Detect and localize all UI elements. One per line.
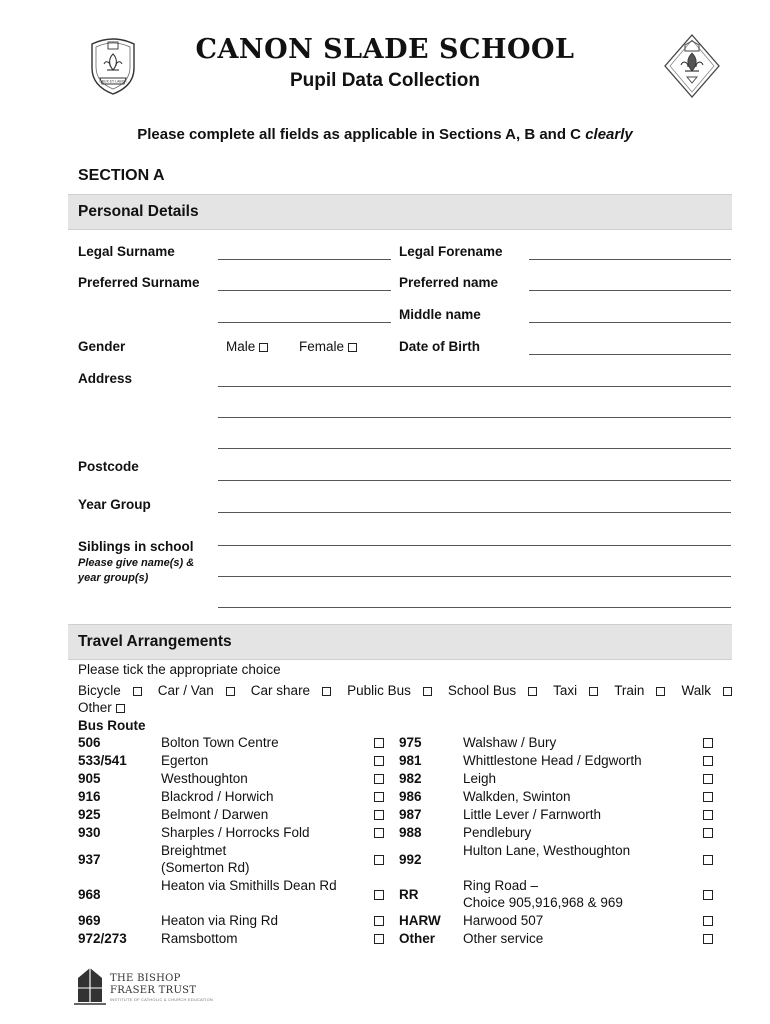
bus-route-number: 930	[78, 825, 101, 840]
bus-route-checkbox-925[interactable]	[374, 810, 384, 820]
footer-trust-line-1: THE BISHOP	[110, 973, 181, 984]
siblings-note-line-1: Please give name(s) &	[78, 557, 195, 569]
form-title: Pupil Data Collection	[289, 70, 481, 91]
personal-details-title: Personal Details	[78, 203, 199, 220]
bus-route-checkbox-982[interactable]	[703, 774, 713, 784]
form-instructions	[0, 126, 770, 143]
date-of-birth-field[interactable]	[529, 354, 731, 355]
bus-route-name: Egerton	[161, 753, 209, 768]
postcode-field[interactable]	[218, 480, 731, 481]
bus-route-name: Walshaw / Bury	[463, 735, 557, 750]
bus-route-name: Ring Road –	[463, 878, 539, 893]
travel-arrangements-header	[68, 624, 732, 660]
address-line-1[interactable]	[218, 386, 731, 387]
travel-option-label: Car share	[250, 683, 311, 698]
travel-option-bicycle[interactable]	[78, 683, 150, 698]
legal-surname-field[interactable]	[218, 259, 391, 260]
siblings-line-2[interactable]	[218, 576, 731, 577]
middle-name-field[interactable]	[529, 322, 731, 323]
preferred-surname-label: Preferred Surname	[78, 275, 200, 290]
travel-option-label: School Bus	[447, 683, 517, 698]
bus-route-name: Little Lever / Farnworth	[463, 807, 602, 822]
siblings-label: Siblings in school	[78, 539, 194, 554]
bus-route-name: Heaton via Smithills Dean Rd	[161, 878, 337, 893]
travel-option-label: Train	[614, 683, 645, 698]
bus-route-name: Pendlebury	[463, 825, 532, 840]
travel-option-taxi[interactable]	[553, 683, 606, 698]
bus-route-number: HARW	[399, 913, 441, 928]
bus-route-name: Belmont / Darwen	[161, 807, 269, 822]
bus-route-number: Other	[399, 931, 436, 946]
male-label: Male	[226, 339, 256, 354]
bus-route-name: Heaton via Ring Rd	[161, 913, 279, 928]
bus-route-number: 975	[399, 735, 422, 750]
travel-option-label: Taxi	[553, 683, 578, 698]
travel-option-school-bus[interactable]	[448, 683, 545, 698]
bus-route-checkbox-987[interactable]	[703, 810, 713, 820]
bus-route-checkbox-506[interactable]	[374, 738, 384, 748]
travel-option-other[interactable]	[78, 700, 125, 715]
bus-route-number: 972/273	[78, 931, 127, 946]
legal-surname-label: Legal Surname	[78, 244, 175, 259]
bus-route-checkbox-916[interactable]	[374, 792, 384, 802]
siblings-note	[78, 556, 194, 586]
male-checkbox[interactable]	[259, 343, 268, 352]
travel-option-checkbox[interactable]	[528, 687, 537, 696]
instructions-text: Please complete all fields as applicable in Sections A, B and C	[137, 126, 582, 143]
bus-route-number: 987	[399, 807, 422, 822]
personal-details-header	[68, 194, 732, 230]
address-label: Address	[78, 371, 133, 386]
preferred-name-field[interactable]	[529, 290, 731, 291]
middle-name-label: Middle name	[399, 307, 481, 322]
year-group-field[interactable]	[218, 512, 731, 513]
bus-route-name: Sharples / Horrocks Fold	[161, 825, 310, 840]
bus-route-number: 937	[78, 852, 101, 867]
bus-route-number: RR	[399, 887, 419, 902]
travel-arrangements-title: Travel Arrangements	[78, 633, 232, 650]
travel-option-label: Car / Van	[157, 683, 214, 698]
travel-option-other-checkbox[interactable]	[116, 704, 125, 713]
bus-route-name-line-2: (Somerton Rd)	[161, 860, 250, 875]
bus-route-checkbox-988[interactable]	[703, 828, 713, 838]
travel-option-checkbox[interactable]	[589, 687, 598, 696]
footer-trust-tagline: INSTITUTE OF CATHOLIC & CHURCH EDUCATION	[110, 997, 213, 1002]
bus-route-name: Whittlestone Head / Edgworth	[463, 753, 642, 768]
postcode-label: Postcode	[78, 459, 139, 474]
bus-route-name: Harwood 507	[463, 913, 544, 928]
gender-male-option[interactable]	[226, 339, 268, 354]
preferred-surname-field[interactable]	[218, 290, 391, 291]
bus-route-number: 969	[78, 913, 101, 928]
bus-route-checkbox-972-273[interactable]	[374, 934, 384, 944]
travel-option-checkbox[interactable]	[226, 687, 235, 696]
bus-route-number: 968	[78, 887, 101, 902]
footer-trust-name	[110, 973, 196, 997]
bus-route-name: Hulton Lane, Westhoughton	[463, 843, 631, 858]
gender-label: Gender	[78, 339, 126, 354]
travel-instruction: Please tick the appropriate choice	[78, 662, 281, 677]
instructions-emphasis: clearly	[585, 126, 633, 143]
bus-route-number: 533/541	[78, 753, 127, 768]
travel-option-label: Bicycle	[78, 683, 121, 698]
bus-route-name: Ramsbottom	[161, 931, 238, 946]
date-of-birth-label: Date of Birth	[399, 339, 480, 354]
bus-route-checkbox-rr[interactable]	[703, 890, 713, 900]
travel-option-checkbox[interactable]	[423, 687, 432, 696]
bus-route-name: Westhoughton	[161, 771, 248, 786]
female-label: Female	[299, 339, 345, 354]
bus-route-number: 916	[78, 789, 101, 804]
school-name: CANON SLADE SCHOOL	[195, 34, 575, 65]
bus-route-checkbox-992[interactable]	[703, 855, 713, 865]
preferred-name-label: Preferred name	[399, 275, 499, 290]
bus-route-name: Other service	[463, 931, 544, 946]
bus-route-number: 925	[78, 807, 101, 822]
siblings-note-line-2: year group(s)	[78, 572, 149, 584]
bus-route-number: 982	[399, 771, 422, 786]
travel-options	[78, 682, 748, 700]
travel-option-train[interactable]	[614, 683, 673, 698]
bus-route-checkbox-986[interactable]	[703, 792, 713, 802]
year-group-label: Year Group	[78, 497, 151, 512]
bus-route-checkbox-975[interactable]	[703, 738, 713, 748]
bus-route-checkbox-harw[interactable]	[703, 916, 713, 926]
travel-option-public-bus[interactable]	[347, 683, 440, 698]
bus-route-number: 506	[78, 735, 101, 750]
travel-option-car-share[interactable]	[251, 683, 339, 698]
footer-trust-line-2: FRASER TRUST	[110, 985, 197, 996]
section-a-heading: SECTION A	[78, 167, 165, 184]
extra-name-field[interactable]	[218, 322, 391, 323]
siblings-line-3[interactable]	[218, 607, 731, 608]
bus-route-checkbox-981[interactable]	[703, 756, 713, 766]
bus-route-number: 992	[399, 852, 422, 867]
travel-option-checkbox[interactable]	[322, 687, 331, 696]
bus-route-name: Leigh	[463, 771, 497, 786]
travel-option-checkbox[interactable]	[723, 687, 732, 696]
bus-route-number: 905	[78, 771, 101, 786]
bus-route-checkbox-930[interactable]	[374, 828, 384, 838]
bus-route-name-line-2: Choice 905,916,968 & 969	[463, 895, 623, 910]
bishop-fraser-trust-mitre-logo	[72, 966, 108, 1006]
svg-text:CRUX ET LABOR: CRUX ET LABOR	[99, 79, 127, 84]
bus-route-name: Blackrod / Horwich	[161, 789, 274, 804]
address-line-2[interactable]	[218, 417, 731, 418]
bus-route-name: Walkden, Swinton	[463, 789, 571, 804]
bus-route-checkbox-533-541[interactable]	[374, 756, 384, 766]
bus-route-checkbox-937[interactable]	[374, 855, 384, 865]
travel-option-label: Public Bus	[347, 683, 411, 698]
travel-option-checkbox[interactable]	[656, 687, 665, 696]
travel-option-other-label: Other	[78, 700, 112, 715]
bus-route-name: Breightmet	[161, 843, 227, 858]
bus-route-name: Bolton Town Centre	[161, 735, 279, 750]
bus-route-number: 986	[399, 789, 422, 804]
female-checkbox[interactable]	[348, 343, 357, 352]
address-line-3[interactable]	[218, 448, 731, 449]
travel-option-car-van[interactable]	[158, 683, 243, 698]
legal-forename-label: Legal Forename	[399, 244, 503, 259]
bus-route-checkbox-968[interactable]	[374, 890, 384, 900]
gender-female-option[interactable]	[299, 339, 357, 354]
bus-route-number: 988	[399, 825, 422, 840]
bus-route-label: Bus Route	[78, 718, 146, 733]
bus-route-checkbox-905[interactable]	[374, 774, 384, 784]
legal-forename-field[interactable]	[529, 259, 731, 260]
bus-route-checkbox-969[interactable]	[374, 916, 384, 926]
travel-option-walk[interactable]	[681, 683, 740, 698]
travel-option-label: Walk	[681, 683, 711, 698]
siblings-line-1[interactable]	[218, 545, 731, 546]
bus-route-number: 981	[399, 753, 422, 768]
bus-route-checkbox-other[interactable]	[703, 934, 713, 944]
travel-option-checkbox[interactable]	[133, 687, 142, 696]
